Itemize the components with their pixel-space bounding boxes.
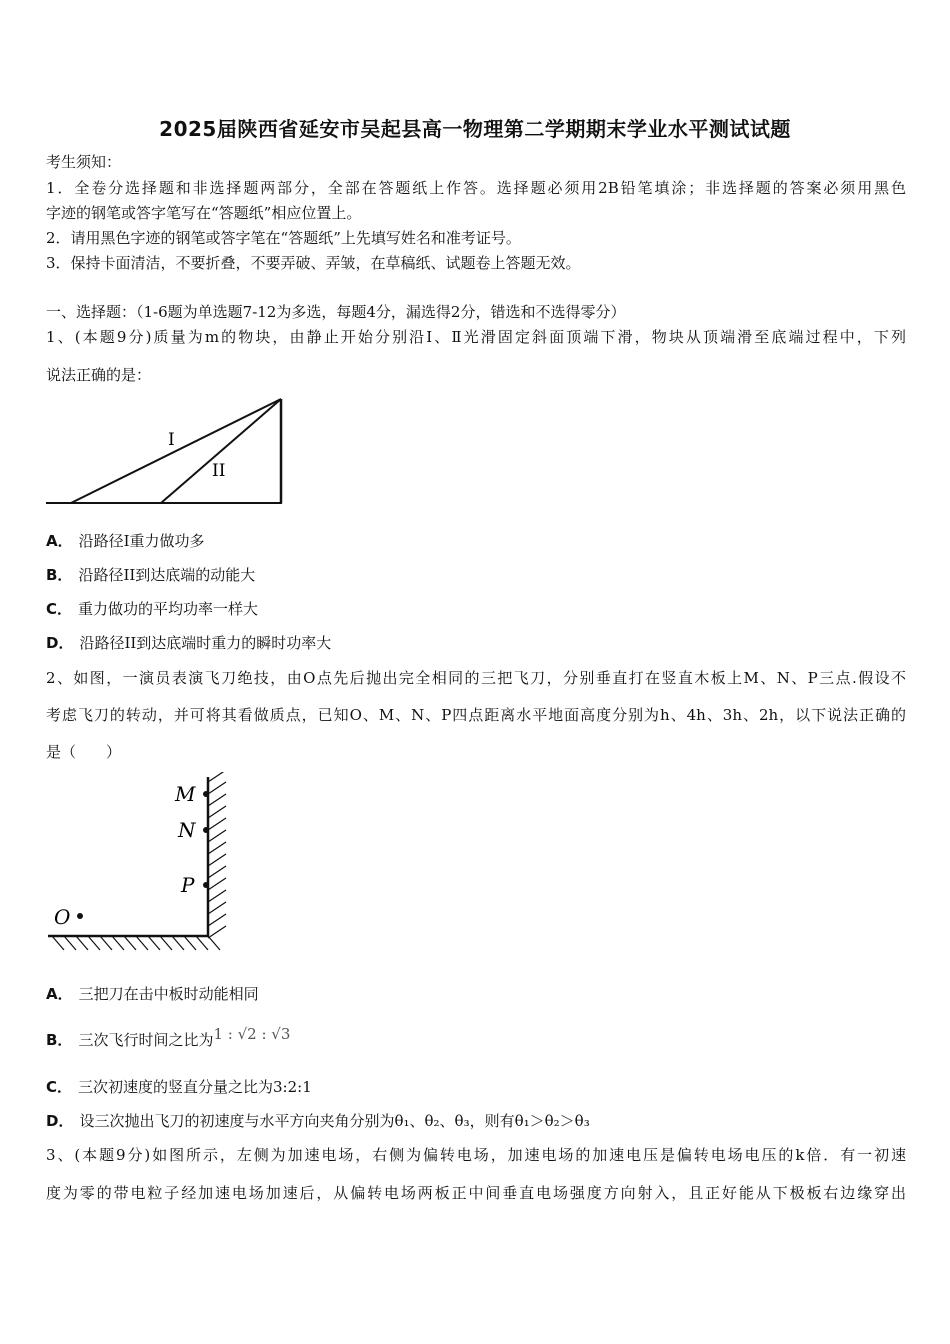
point-m — [203, 791, 209, 797]
q2-option-c: C． 三次初速度的竖直分量之比为3:2:1 — [46, 1078, 312, 1096]
label-p: P — [181, 873, 195, 897]
point-n — [203, 827, 209, 833]
notice-item-2: 2．请用黑色字迹的钢笔或答字笔在“答题纸”上先填写姓名和准考证号。 — [46, 229, 521, 247]
q1-option-c: C． 重力做功的平均功率一样大 — [46, 600, 259, 618]
q2-knife-figure — [44, 772, 244, 957]
q1-stem: 1、(本题9分)质量为m的物块，由静止开始分别沿Ⅰ、Ⅱ光滑固定斜面顶端下滑，物块从顶端滑至底端过程中，下列 — [46, 328, 906, 346]
point-o — [77, 913, 83, 919]
q3-stem-cont: 度为零的带电粒子经加速电场加速后，从偏转电场两板正中间垂直电场强度方向射入，且正好能从下极板右边缘穿出 — [46, 1184, 906, 1202]
q1-option-b: B． 沿路径II到达底端的动能大 — [46, 566, 256, 584]
document-title: 2025届陕西省延安市吴起县高一物理第二学期期末学业水平测试试题 — [159, 117, 791, 141]
label-n: N — [178, 818, 196, 842]
q2-stem-cont: 考虑飞刀的转动，并可将其看做质点，已知O、M、N、P四点距离水平地面高度分别为h、4h、3h、2h，以下说法正确的 — [46, 706, 906, 724]
q1-incline-figure — [44, 392, 294, 510]
path-1-label: I — [168, 430, 175, 450]
q2-option-a: A． 三把刀在击中板时动能相同 — [46, 985, 259, 1003]
q1-stem-cont: 说法正确的是： — [46, 366, 152, 384]
q2-option-d: D． 设三次抛出飞刀的初速度与水平方向夹角分别为θ₁、θ₂、θ₃，则有θ₁＞θ₂＞θ₃ — [46, 1112, 590, 1130]
notice-item-3: 3．保持卡面清洁，不要折叠，不要弄破、弄皱，在草稿纸、试题卷上答题无效。 — [46, 254, 581, 272]
point-p — [203, 882, 209, 888]
section-heading: 一、选择题：（1-6题为单选题7-12为多选，每题4分，漏选得2分，错选和不选得零分） — [46, 303, 626, 321]
q1-option-d: D． 沿路径II到达底端时重力的瞬时功率大 — [46, 634, 332, 652]
q1-option-a: A． 沿路径Ⅰ重力做功多 — [46, 532, 205, 550]
q2-option-b: B． 三次飞行时间之比为1 : √2 : √3 — [46, 1025, 291, 1049]
notice-item-1: 1．全卷分选择题和非选择题两部分，全部在答题纸上作答。选择题必须用2B铅笔填涂；非选择题的答案必须用黑色 — [46, 179, 906, 197]
q2-stem-end: 是（ ） — [46, 743, 122, 761]
label-m: M — [175, 782, 196, 806]
label-o: O — [54, 905, 71, 929]
notice-item-1-cont: 字迹的钢笔或答字笔写在“答题纸”相应位置上。 — [46, 204, 362, 222]
path-2-label: II — [212, 461, 226, 481]
notice-heading: 考生须知： — [46, 153, 122, 171]
time-ratio-formula: 1 : √2 : √3 — [213, 1025, 291, 1043]
q3-stem: 3、(本题9分)如图所示，左侧为加速电场，右侧为偏转电场，加速电场的加速电压是偏转电场电压的k倍．有一初速 — [46, 1146, 906, 1164]
q2-stem: 2、如图，一演员表演飞刀绝技，由O点先后抛出完全相同的三把飞刀，分别垂直打在竖直木板上M、N、P三点.假设不 — [46, 669, 906, 687]
